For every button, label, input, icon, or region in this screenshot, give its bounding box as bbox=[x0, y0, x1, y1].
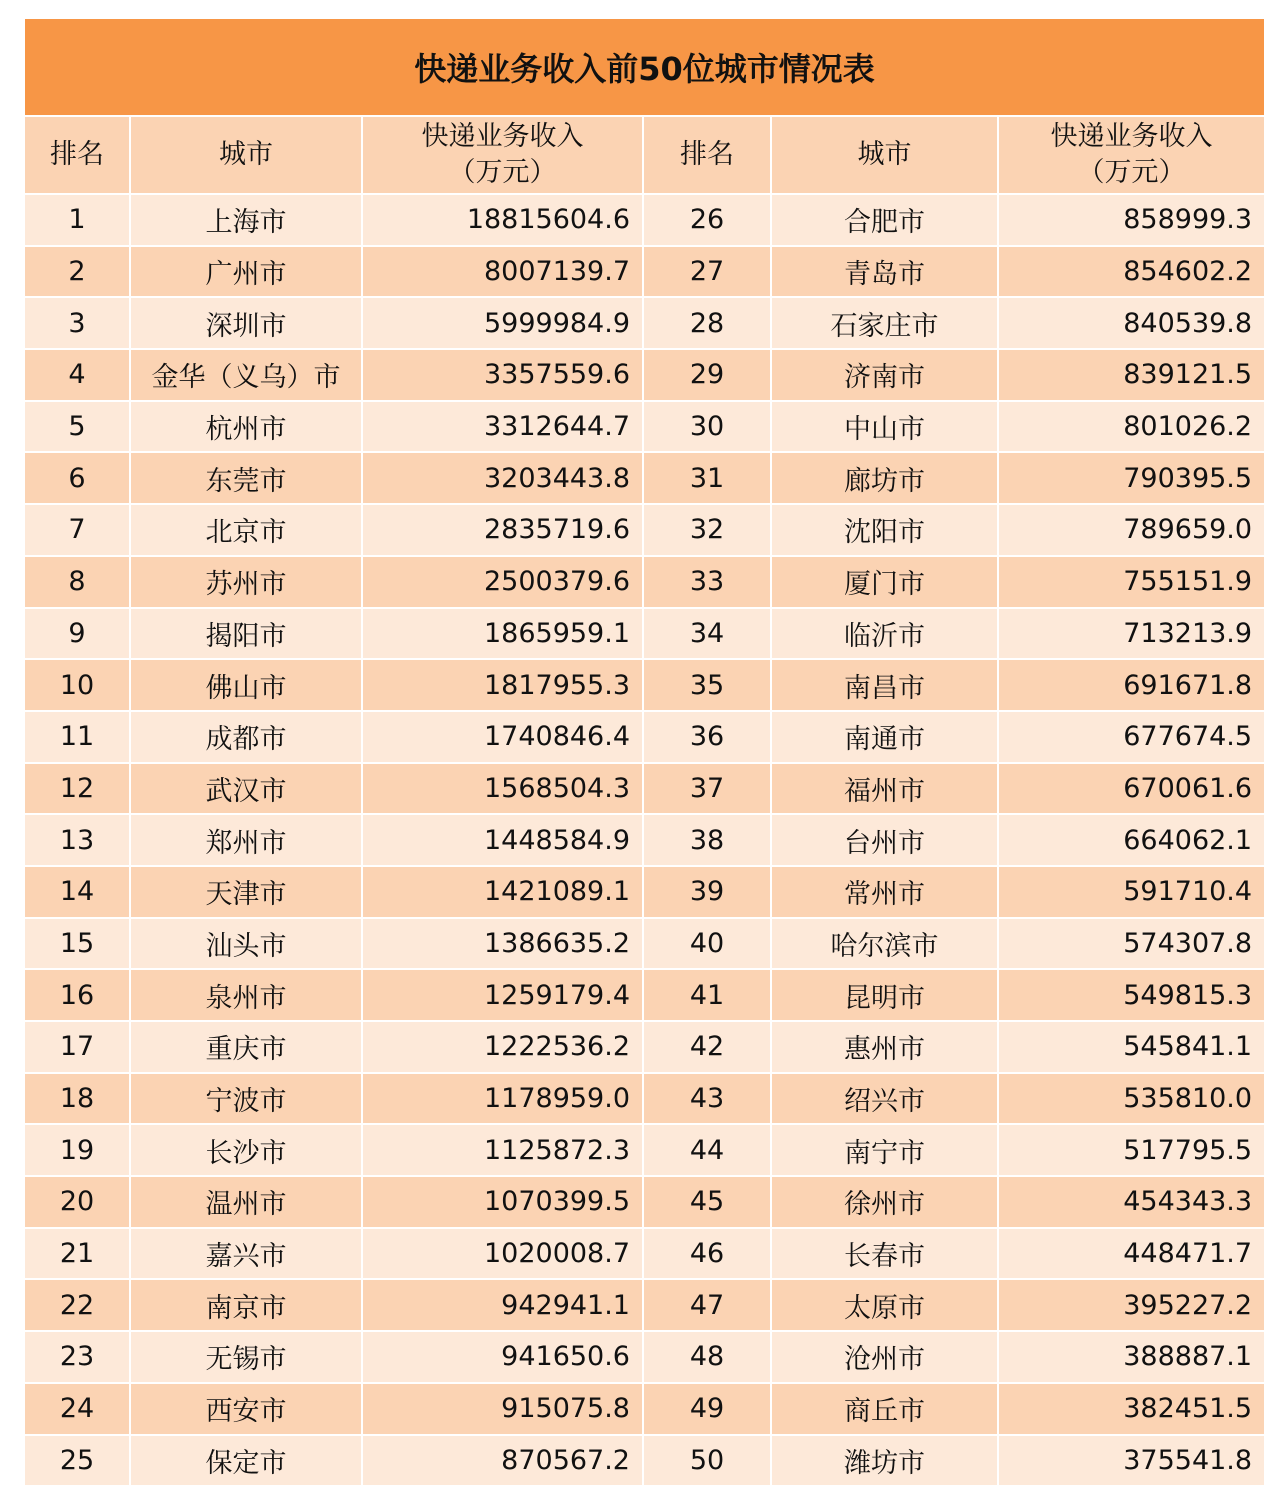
rank-cell: 44 bbox=[643, 1124, 771, 1176]
header-city: 城市 bbox=[130, 116, 362, 194]
table-row bbox=[24, 608, 1265, 660]
city-cell: 保定市 bbox=[130, 1435, 362, 1487]
revenue-cell: 1448584.9 bbox=[362, 814, 643, 866]
table-row bbox=[24, 1073, 1265, 1125]
revenue-cell: 713213.9 bbox=[998, 608, 1265, 660]
city-cell: 哈尔滨市 bbox=[771, 918, 998, 970]
revenue-cell: 840539.8 bbox=[998, 297, 1265, 349]
table-row bbox=[24, 452, 1265, 504]
table-row bbox=[24, 1021, 1265, 1073]
table-row bbox=[24, 194, 1265, 246]
rank-cell: 42 bbox=[643, 1021, 771, 1073]
rank-cell: 37 bbox=[643, 763, 771, 815]
rank-cell: 38 bbox=[643, 814, 771, 866]
revenue-cell: 1740846.4 bbox=[362, 711, 643, 763]
header-revenue-line1: 快递业务收入 bbox=[1050, 121, 1213, 152]
city-cell: 常州市 bbox=[771, 866, 998, 918]
rank-cell: 34 bbox=[643, 608, 771, 660]
rank-cell: 27 bbox=[643, 246, 771, 298]
table-row bbox=[24, 659, 1265, 711]
city-cell: 沧州市 bbox=[771, 1331, 998, 1383]
city-cell: 石家庄市 bbox=[771, 297, 998, 349]
revenue-cell: 388887.1 bbox=[998, 1331, 1265, 1383]
table-row bbox=[24, 556, 1265, 608]
table-row bbox=[24, 969, 1265, 1021]
rank-cell: 45 bbox=[643, 1176, 771, 1228]
city-cell: 台州市 bbox=[771, 814, 998, 866]
city-cell: 北京市 bbox=[130, 504, 362, 556]
rank-cell: 7 bbox=[24, 504, 130, 556]
rank-cell: 33 bbox=[643, 556, 771, 608]
revenue-cell: 1259179.4 bbox=[362, 969, 643, 1021]
rank-cell: 32 bbox=[643, 504, 771, 556]
revenue-cell: 790395.5 bbox=[998, 452, 1265, 504]
rank-cell: 11 bbox=[24, 711, 130, 763]
revenue-cell: 691671.8 bbox=[998, 659, 1265, 711]
header-rank: 排名 bbox=[643, 116, 771, 194]
rank-cell: 3 bbox=[24, 297, 130, 349]
table-row bbox=[24, 297, 1265, 349]
revenue-cell: 755151.9 bbox=[998, 556, 1265, 608]
city-cell: 商丘市 bbox=[771, 1383, 998, 1435]
rank-cell: 21 bbox=[24, 1228, 130, 1280]
revenue-cell: 1817955.3 bbox=[362, 659, 643, 711]
express-revenue-table bbox=[23, 17, 1266, 1487]
rank-cell: 8 bbox=[24, 556, 130, 608]
revenue-cell: 870567.2 bbox=[362, 1435, 643, 1487]
rank-cell: 40 bbox=[643, 918, 771, 970]
rank-cell: 15 bbox=[24, 918, 130, 970]
revenue-cell: 1865959.1 bbox=[362, 608, 643, 660]
table-row bbox=[24, 349, 1265, 401]
table-row bbox=[24, 1383, 1265, 1435]
revenue-cell: 18815604.6 bbox=[362, 194, 643, 246]
revenue-cell: 549815.3 bbox=[998, 969, 1265, 1021]
rank-cell: 50 bbox=[643, 1435, 771, 1487]
revenue-cell: 591710.4 bbox=[998, 866, 1265, 918]
rank-cell: 46 bbox=[643, 1228, 771, 1280]
table-row bbox=[24, 1228, 1265, 1280]
city-cell: 南昌市 bbox=[771, 659, 998, 711]
table-row bbox=[24, 918, 1265, 970]
rank-cell: 13 bbox=[24, 814, 130, 866]
city-cell: 南宁市 bbox=[771, 1124, 998, 1176]
city-cell: 长沙市 bbox=[130, 1124, 362, 1176]
revenue-cell: 517795.5 bbox=[998, 1124, 1265, 1176]
revenue-cell: 395227.2 bbox=[998, 1279, 1265, 1331]
city-cell: 南通市 bbox=[771, 711, 998, 763]
revenue-cell: 535810.0 bbox=[998, 1073, 1265, 1125]
revenue-cell: 839121.5 bbox=[998, 349, 1265, 401]
rank-cell: 2 bbox=[24, 246, 130, 298]
city-cell: 嘉兴市 bbox=[130, 1228, 362, 1280]
city-cell: 西安市 bbox=[130, 1383, 362, 1435]
rank-cell: 43 bbox=[643, 1073, 771, 1125]
revenue-cell: 448471.7 bbox=[998, 1228, 1265, 1280]
revenue-cell: 942941.1 bbox=[362, 1279, 643, 1331]
city-cell: 南京市 bbox=[130, 1279, 362, 1331]
city-cell: 郑州市 bbox=[130, 814, 362, 866]
revenue-cell: 670061.6 bbox=[998, 763, 1265, 815]
header-rank: 排名 bbox=[24, 116, 130, 194]
city-cell: 成都市 bbox=[130, 711, 362, 763]
rank-cell: 4 bbox=[24, 349, 130, 401]
city-cell: 无锡市 bbox=[130, 1331, 362, 1383]
revenue-cell: 858999.3 bbox=[998, 194, 1265, 246]
rank-cell: 12 bbox=[24, 763, 130, 815]
rank-cell: 20 bbox=[24, 1176, 130, 1228]
rank-cell: 16 bbox=[24, 969, 130, 1021]
revenue-cell: 801026.2 bbox=[998, 401, 1265, 453]
city-cell: 揭阳市 bbox=[130, 608, 362, 660]
table-row bbox=[24, 1176, 1265, 1228]
city-cell: 临沂市 bbox=[771, 608, 998, 660]
city-cell: 长春市 bbox=[771, 1228, 998, 1280]
header-row bbox=[24, 116, 1265, 194]
city-cell: 上海市 bbox=[130, 194, 362, 246]
rank-cell: 17 bbox=[24, 1021, 130, 1073]
table-title: 快递业务收入前50位城市情况表 bbox=[24, 18, 1265, 116]
city-cell: 沈阳市 bbox=[771, 504, 998, 556]
table-row bbox=[24, 1331, 1265, 1383]
rank-cell: 23 bbox=[24, 1331, 130, 1383]
city-cell: 潍坊市 bbox=[771, 1435, 998, 1487]
table-row bbox=[24, 711, 1265, 763]
revenue-cell: 1125872.3 bbox=[362, 1124, 643, 1176]
city-cell: 福州市 bbox=[771, 763, 998, 815]
revenue-cell: 1568504.3 bbox=[362, 763, 643, 815]
rank-cell: 28 bbox=[643, 297, 771, 349]
header-revenue bbox=[362, 116, 643, 194]
revenue-cell: 915075.8 bbox=[362, 1383, 643, 1435]
rank-cell: 35 bbox=[643, 659, 771, 711]
revenue-cell: 1070399.5 bbox=[362, 1176, 643, 1228]
rank-cell: 1 bbox=[24, 194, 130, 246]
revenue-cell: 1020008.7 bbox=[362, 1228, 643, 1280]
rank-cell: 18 bbox=[24, 1073, 130, 1125]
city-cell: 苏州市 bbox=[130, 556, 362, 608]
city-cell: 武汉市 bbox=[130, 763, 362, 815]
city-cell: 绍兴市 bbox=[771, 1073, 998, 1125]
revenue-cell: 3203443.8 bbox=[362, 452, 643, 504]
revenue-cell: 1421089.1 bbox=[362, 866, 643, 918]
rank-cell: 24 bbox=[24, 1383, 130, 1435]
rank-cell: 26 bbox=[643, 194, 771, 246]
revenue-cell: 3312644.7 bbox=[362, 401, 643, 453]
rank-cell: 14 bbox=[24, 866, 130, 918]
table-row bbox=[24, 1279, 1265, 1331]
header-revenue bbox=[998, 116, 1265, 194]
rank-cell: 36 bbox=[643, 711, 771, 763]
rank-cell: 25 bbox=[24, 1435, 130, 1487]
revenue-cell: 454343.3 bbox=[998, 1176, 1265, 1228]
rank-cell: 49 bbox=[643, 1383, 771, 1435]
revenue-cell: 1386635.2 bbox=[362, 918, 643, 970]
city-cell: 济南市 bbox=[771, 349, 998, 401]
city-cell: 中山市 bbox=[771, 401, 998, 453]
revenue-cell: 382451.5 bbox=[998, 1383, 1265, 1435]
rank-cell: 31 bbox=[643, 452, 771, 504]
header-revenue-unit: （万元） bbox=[1077, 157, 1186, 188]
city-cell: 昆明市 bbox=[771, 969, 998, 1021]
table-row bbox=[24, 401, 1265, 453]
revenue-cell: 375541.8 bbox=[998, 1435, 1265, 1487]
city-cell: 深圳市 bbox=[130, 297, 362, 349]
table-row bbox=[24, 1124, 1265, 1176]
rank-cell: 22 bbox=[24, 1279, 130, 1331]
revenue-cell: 574307.8 bbox=[998, 918, 1265, 970]
revenue-cell: 8007139.7 bbox=[362, 246, 643, 298]
revenue-cell: 5999984.9 bbox=[362, 297, 643, 349]
city-cell: 青岛市 bbox=[771, 246, 998, 298]
city-cell: 佛山市 bbox=[130, 659, 362, 711]
rank-cell: 39 bbox=[643, 866, 771, 918]
table-row bbox=[24, 763, 1265, 815]
city-cell: 太原市 bbox=[771, 1279, 998, 1331]
revenue-cell: 2835719.6 bbox=[362, 504, 643, 556]
rank-cell: 41 bbox=[643, 969, 771, 1021]
revenue-cell: 854602.2 bbox=[998, 246, 1265, 298]
rank-cell: 5 bbox=[24, 401, 130, 453]
header-revenue-line1: 快递业务收入 bbox=[421, 121, 584, 152]
table-row bbox=[24, 866, 1265, 918]
table-row bbox=[24, 246, 1265, 298]
city-cell: 合肥市 bbox=[771, 194, 998, 246]
rank-cell: 9 bbox=[24, 608, 130, 660]
revenue-cell: 941650.6 bbox=[362, 1331, 643, 1383]
ranking-table-container bbox=[23, 17, 1264, 1487]
table-row bbox=[24, 504, 1265, 556]
revenue-cell: 3357559.6 bbox=[362, 349, 643, 401]
city-cell: 杭州市 bbox=[130, 401, 362, 453]
rank-cell: 19 bbox=[24, 1124, 130, 1176]
city-cell: 廊坊市 bbox=[771, 452, 998, 504]
city-cell: 惠州市 bbox=[771, 1021, 998, 1073]
rank-cell: 30 bbox=[643, 401, 771, 453]
rank-cell: 10 bbox=[24, 659, 130, 711]
city-cell: 厦门市 bbox=[771, 556, 998, 608]
rank-cell: 47 bbox=[643, 1279, 771, 1331]
city-cell: 汕头市 bbox=[130, 918, 362, 970]
city-cell: 广州市 bbox=[130, 246, 362, 298]
table-row bbox=[24, 1435, 1265, 1487]
city-cell: 金华（义乌）市 bbox=[130, 349, 362, 401]
revenue-cell: 789659.0 bbox=[998, 504, 1265, 556]
revenue-cell: 1178959.0 bbox=[362, 1073, 643, 1125]
city-cell: 徐州市 bbox=[771, 1176, 998, 1228]
rank-cell: 29 bbox=[643, 349, 771, 401]
rank-cell: 6 bbox=[24, 452, 130, 504]
city-cell: 天津市 bbox=[130, 866, 362, 918]
revenue-cell: 2500379.6 bbox=[362, 556, 643, 608]
revenue-cell: 664062.1 bbox=[998, 814, 1265, 866]
revenue-cell: 1222536.2 bbox=[362, 1021, 643, 1073]
header-city: 城市 bbox=[771, 116, 998, 194]
city-cell: 宁波市 bbox=[130, 1073, 362, 1125]
header-revenue-unit: （万元） bbox=[448, 157, 557, 188]
city-cell: 东莞市 bbox=[130, 452, 362, 504]
revenue-cell: 677674.5 bbox=[998, 711, 1265, 763]
revenue-cell: 545841.1 bbox=[998, 1021, 1265, 1073]
city-cell: 泉州市 bbox=[130, 969, 362, 1021]
city-cell: 温州市 bbox=[130, 1176, 362, 1228]
rank-cell: 48 bbox=[643, 1331, 771, 1383]
city-cell: 重庆市 bbox=[130, 1021, 362, 1073]
table-row bbox=[24, 814, 1265, 866]
